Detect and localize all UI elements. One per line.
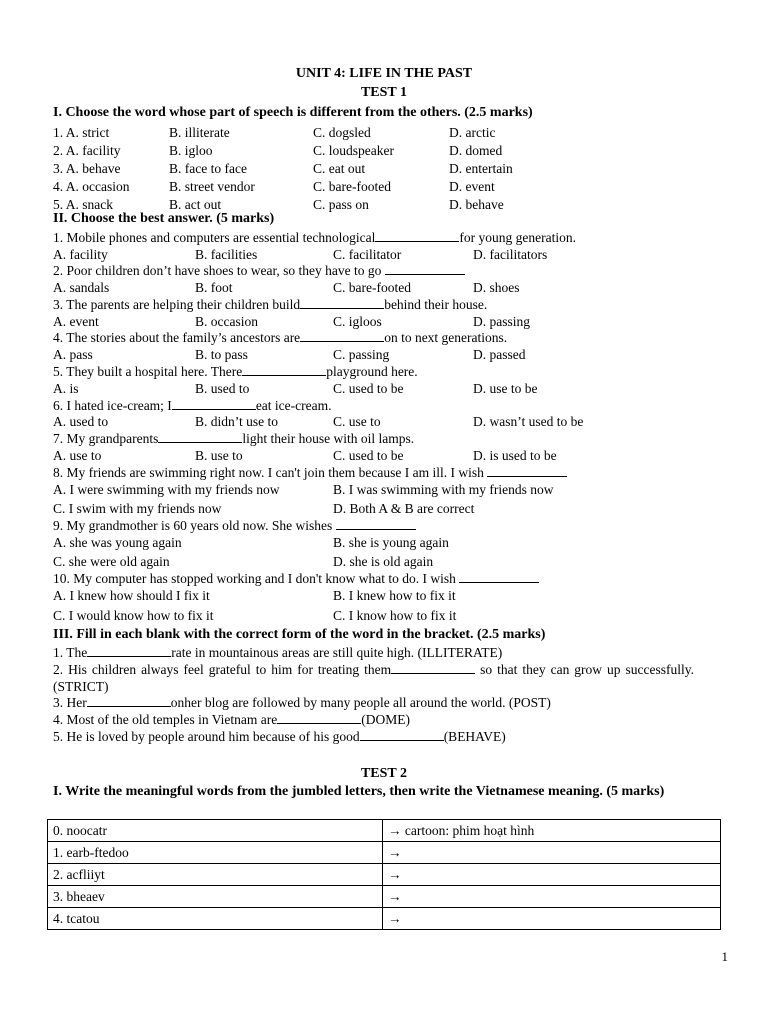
s2-question-9: 9. My grandmother is 60 years old now. She wishes xyxy=(53,517,416,534)
s1-option: 3. A. behave xyxy=(53,161,121,176)
s2-question-3: 3. The parents are helping their children build behind their house. xyxy=(53,297,488,312)
option-c[interactable]: C. facilitator xyxy=(333,247,402,262)
page-number: 1 xyxy=(721,949,728,964)
s2-options-4 xyxy=(53,346,733,363)
s2-options-3 xyxy=(53,313,733,330)
answer-cell[interactable]: → cartoon: phim hoạt hình xyxy=(383,820,721,842)
s1-row-1 xyxy=(53,124,733,141)
option-b[interactable]: B. I was swimming with my friends now xyxy=(333,482,554,497)
answer-blank[interactable] xyxy=(487,464,567,477)
test2-heading: I. Write the meaningful words from the jumbled letters, then write the Vietnamese meaning. (5 marks) xyxy=(53,784,665,799)
option-b[interactable]: B. use to xyxy=(195,448,243,463)
option-d[interactable]: D. Both A & B are correct xyxy=(333,501,475,516)
option-b[interactable]: B. facilities xyxy=(195,247,258,262)
answer-blank[interactable] xyxy=(158,430,242,443)
s2-question-2: 2. Poor children don’t have shoes to wear, so they have to go xyxy=(53,262,465,279)
s1-option: D. behave xyxy=(449,197,504,212)
s3-question-4: 4. Most of the old temples in Vietnam are (DOME) xyxy=(53,712,411,727)
option-b[interactable]: B. didn’t use to xyxy=(195,414,279,429)
s2-options-1 xyxy=(53,246,733,263)
answer-cell[interactable]: → xyxy=(383,886,721,908)
answer-blank[interactable] xyxy=(277,711,361,724)
answer-cell[interactable]: → xyxy=(383,842,721,864)
jumbled-word: 3. bheaev xyxy=(48,886,383,908)
jumbled-word: 1. earb-ftedoo xyxy=(48,842,383,864)
s2-options-9a xyxy=(53,534,733,551)
s2-question-8: 8. My friends are swimming right now. I can't join them because I am ill. I wish xyxy=(53,464,567,481)
jumbled-word: 0. noocatr xyxy=(48,820,383,842)
s2-options-10a xyxy=(53,587,733,604)
option-a[interactable]: A. pass xyxy=(53,347,93,362)
option-a[interactable]: A. is xyxy=(53,381,79,396)
option-d[interactable]: D. shoes xyxy=(473,280,520,295)
s2-options-2 xyxy=(53,279,733,296)
s2-options-8b xyxy=(53,500,733,517)
s1-option: B. face to face xyxy=(169,161,247,176)
s1-row-4 xyxy=(53,178,733,195)
s1-option: D. domed xyxy=(449,143,503,158)
s3-question-3: 3. Her onher blog are followed by many people all around the world. (POST) xyxy=(53,695,551,710)
s2-options-8a xyxy=(53,481,733,498)
s1-row-3 xyxy=(53,160,733,177)
s2-options-10b xyxy=(53,607,733,624)
s2-question-5: 5. They built a hospital here. There playground here. xyxy=(53,364,418,379)
answer-blank[interactable] xyxy=(87,694,171,707)
s2-question-6: 6. I hated ice-cream; I eat ice-cream. xyxy=(53,398,332,413)
answer-blank[interactable] xyxy=(300,296,384,309)
option-a[interactable]: A. I knew how should I fix it xyxy=(53,588,210,603)
option-d[interactable]: D. passed xyxy=(473,347,526,362)
option-d[interactable]: C. I know how to fix it xyxy=(333,608,457,623)
s1-option: 2. A. facility xyxy=(53,143,121,158)
s3-question-5: 5. He is loved by people around him because of his good (BEHAVE) xyxy=(53,729,506,744)
option-c[interactable]: C. passing xyxy=(333,347,390,362)
s3-question-2: 2. His children always feel grateful to him for treating them so that they can grow up successfully. (STRICT) xyxy=(53,662,695,694)
option-c[interactable]: C. I would know how to fix it xyxy=(53,608,214,623)
s2-options-5 xyxy=(53,380,733,397)
answer-blank[interactable] xyxy=(360,728,444,741)
answer-blank[interactable] xyxy=(375,229,459,242)
s1-option: B. act out xyxy=(169,197,222,212)
s2-options-9b xyxy=(53,553,733,570)
option-a[interactable]: A. facility xyxy=(53,247,108,262)
s1-option: D. arctic xyxy=(449,125,496,140)
option-d[interactable]: D. is used to be xyxy=(473,448,557,463)
s1-option: C. pass on xyxy=(313,197,369,212)
option-d[interactable]: D. wasn’t used to be xyxy=(473,414,584,429)
option-b[interactable]: B. foot xyxy=(195,280,233,295)
option-c[interactable]: C. use to xyxy=(333,414,381,429)
jumbled-words-table xyxy=(47,819,721,930)
s1-option: C. bare-footed xyxy=(313,179,391,194)
answer-blank[interactable] xyxy=(300,329,384,342)
s2-question-10: 10. My computer has stopped working and I don't know what to do. I wish xyxy=(53,570,539,587)
unit-title: UNIT 4: LIFE IN THE PAST xyxy=(295,66,473,81)
s1-option: B. street vendor xyxy=(169,179,255,194)
section2-heading: II. Choose the best answer. (5 marks) xyxy=(53,211,275,226)
option-d[interactable]: D. passing xyxy=(473,314,530,329)
s1-option: B. illiterate xyxy=(169,125,230,140)
s2-question-1: 1. Mobile phones and computers are essential technological for young generation. xyxy=(53,230,576,245)
option-d[interactable]: D. use to be xyxy=(473,381,538,396)
option-d[interactable]: D. she is old again xyxy=(333,554,434,569)
option-b[interactable]: B. occasion xyxy=(195,314,258,329)
s1-option: B. igloo xyxy=(169,143,213,158)
answer-blank[interactable] xyxy=(242,363,326,376)
option-c[interactable]: C. used to be xyxy=(333,381,404,396)
section1-heading: I. Choose the word whose part of speech is different from the others. (2.5 marks) xyxy=(53,105,533,120)
option-c[interactable]: C. she were old again xyxy=(53,554,170,569)
option-c[interactable]: C. bare-footed xyxy=(333,280,411,295)
s2-question-4: 4. The stories about the family’s ancestors are on to next generations. xyxy=(53,330,508,345)
option-d[interactable]: D. facilitators xyxy=(473,247,548,262)
s1-option: C. loudspeaker xyxy=(313,143,394,158)
s2-question-7: 7. My grandparents light their house with oil lamps. xyxy=(53,431,415,446)
s1-option: 1. A. strict xyxy=(53,125,110,140)
s1-row-2 xyxy=(53,142,733,159)
answer-blank[interactable] xyxy=(385,262,465,275)
option-a[interactable]: A. event xyxy=(53,314,99,329)
option-b[interactable]: B. used to xyxy=(195,381,250,396)
answer-blank[interactable] xyxy=(459,570,539,583)
option-b[interactable]: B. to pass xyxy=(195,347,248,362)
test2-title: TEST 2 xyxy=(360,766,408,781)
option-c[interactable]: C. I swim with my friends now xyxy=(53,501,222,516)
table-row xyxy=(48,842,721,864)
s1-option: 4. A. occasion xyxy=(53,179,130,194)
section3-heading: III. Fill in each blank with the correct form of the word in the bracket. (2.5 marks) xyxy=(53,627,546,642)
option-c[interactable]: C. used to be xyxy=(333,448,404,463)
option-a[interactable]: A. she was young again xyxy=(53,535,182,550)
answer-blank[interactable] xyxy=(87,644,171,657)
option-a[interactable]: A. use to xyxy=(53,448,102,463)
option-a[interactable]: A. sandals xyxy=(53,280,110,295)
option-b[interactable]: B. I knew how to fix it xyxy=(333,588,456,603)
table-row xyxy=(48,886,721,908)
answer-blank[interactable] xyxy=(336,517,416,530)
answer-cell[interactable]: → xyxy=(383,908,721,930)
s1-option: 5. A. snack xyxy=(53,197,113,212)
table-row xyxy=(48,908,721,930)
s1-option: D. event xyxy=(449,179,495,194)
table-row xyxy=(48,864,721,886)
option-c[interactable]: C. igloos xyxy=(333,314,382,329)
jumbled-word: 4. tcatou xyxy=(48,908,383,930)
s1-option: C. eat out xyxy=(313,161,366,176)
test1-title: TEST 1 xyxy=(360,85,408,100)
answer-blank[interactable] xyxy=(391,661,475,674)
s2-options-7 xyxy=(53,447,733,464)
jumbled-word: 2. acfliiyt xyxy=(48,864,383,886)
answer-cell[interactable]: → xyxy=(383,864,721,886)
table-row xyxy=(48,820,721,842)
option-b[interactable]: B. she is young again xyxy=(333,535,449,550)
s3-question-1: 1. The rate in mountainous areas are still quite high. (ILLITERATE) xyxy=(53,645,503,660)
s2-options-6 xyxy=(53,413,733,430)
s1-option: D. entertain xyxy=(449,161,513,176)
answer-blank[interactable] xyxy=(172,397,256,410)
option-a[interactable]: A. I were swimming with my friends now xyxy=(53,482,280,497)
option-a[interactable]: A. used to xyxy=(53,414,109,429)
s1-option: C. dogsled xyxy=(313,125,371,140)
